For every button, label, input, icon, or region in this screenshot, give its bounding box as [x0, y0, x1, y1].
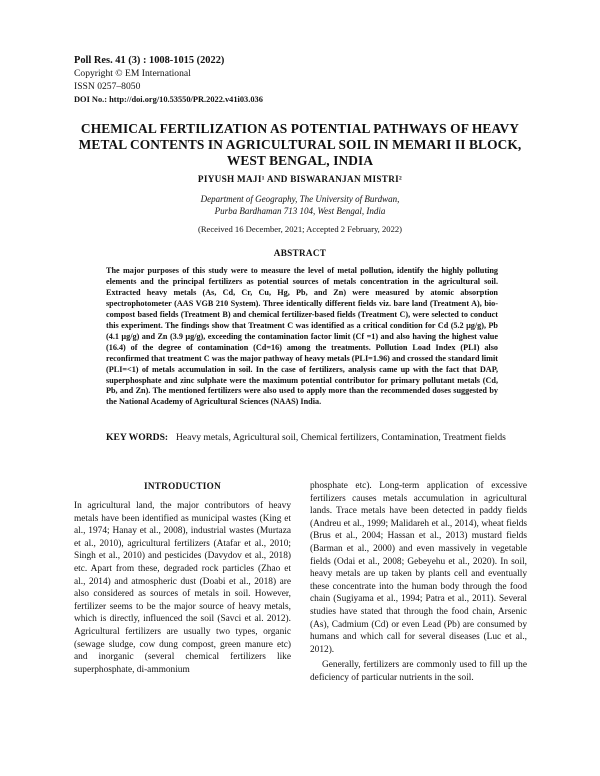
- affiliation-line-2: Purba Bardhaman 713 104, West Bengal, India: [214, 206, 386, 216]
- introduction-heading: INTRODUCTION: [143, 481, 222, 491]
- intro-paragraph-1-cont: phosphate etc). Long-term application of excessive fertilizers causes metals accumulation in agricultural lands. Trace metals have been detected in paddy fields (Andreu et al., 1999; Malidareh et al., 2014), wheat fields (Brus et al., 2004; Hassan et al., 2013) mustard fields (Barman et al., 2000) and even massively in vegetable fields (Odai et al., 2008; Gebeyehu et al., 2020). In soil, heavy metals are up taken by plants cell and eventually these concentrate into the human body through the food chain (Sugiyama et al., 1994; Patra et al., 2011). Several studies have stated that through the food chain, Arsenic (As), Cadmium (Cd) or even Lead (Pb) are consumed by humans and which call for several diseases (Luc et al., 2012).: [310, 481, 527, 655]
- doi-link[interactable]: DOI No.: http://doi.org/10.53550/PR.2022.v41i03.036: [74, 95, 263, 104]
- abstract-heading: ABSTRACT: [273, 248, 327, 258]
- paper-title: CHEMICAL FERTILIZATION AS POTENTIAL PATHWAYS OF HEAVY METAL CONTENTS IN AGRICULTURAL SOIL IN MEMARI II BLOCK, WEST BENGAL, INDIA: [78, 121, 522, 168]
- keywords-label: KEY WORDS:: [106, 432, 169, 443]
- journal-header: [74, 54, 263, 106]
- intro-paragraph-2: Generally, fertilizers are commonly used to fill up the deficiency of particular nutrients in the soil.: [310, 660, 527, 683]
- keywords-text: Heavy metals, Agricultural soil, Chemical fertilizers, Contamination, Treatment fields: [176, 432, 506, 443]
- affiliation-line-1: Department of Geography, The University of Burdwan,: [200, 194, 400, 204]
- affiliation: [60, 193, 540, 217]
- journal-citation: Poll Res. 41 (3) : 1008-1015 (2022): [74, 55, 225, 66]
- received-dates: (Received 16 December, 2021; Accepted 2 February, 2022): [197, 224, 403, 234]
- body-column-left: [74, 500, 291, 676]
- intro-paragraph-1: In agricultural land, the major contributors of heavy metals have been identified as municipal wastes (King et al., 1974; Hanay et al., 2008), industrial wastes (Murtaza et al., 2010), agricultural fertilizers (Atafar et al., 2010; Singh et al., 2010) and pesticides (Davydov et al., 2018) etc. Apart from these, degraded rock particles (Zhao et al., 2014) and atmospheric dust (Doabi et al., 2018) are also considered as sources of metals in soil. However, fertilizer seems to be the major source of heavy metals, which is directly, influenced the soil (Savci et al. 2012). Agricultural fertilizers are usually two types, organic (sewage sludge, cow dung compost, green manure etc) and inorganic (several chemical fertilizers like superphosphate, di-ammonium: [74, 501, 291, 675]
- body-column-right: [310, 480, 527, 685]
- copyright-line: Copyright © EM International: [74, 68, 191, 79]
- issn-line: ISSN 0257–8050: [74, 81, 141, 92]
- abstract-text: The major purposes of this study were to measure the level of metal pollution, identify the highly polluting elements and the principal fertilizers as potential sources of metals concentration in the agricultural soil. Extracted heavy metals (As, Cd, Cr, Cu, Hg, Pb, and Zn) were measured by atomic absorption spectrophotometer (AAS VGB 210 System). Three identically different fields viz. bare land (Treatment A), bio-compost based fields (Treatment B) and chemical fertilizer-based fields (Treatment C), were selected to conduct this experiment. The findings show that Treatment C was identified as a critical condition for Cd (5.2 µg/g), Pb (4.1 µg/g) and Zn (3.9 µg/g), exceeding the contamination factor limit (Cf =1) and also having the highest value (16.4) of the degree of contamination (Cd=16) among the treatments. Pollution Load Index (PLI) also reconfirmed that treatment C was the major pathway of heavy metals (PLI=1.96) and crossed the standard limit (PLI=<1) of metals accumulation in soil. In the case of fertilizers, analysis came up with the fact that DAP, superphosphate and zinc sulphate were the maximum potential contributor for primary pollutant metals (Cd, Pb, and Zn). The mentioned fertilizers were also used to apply more than the recommended doses suggested by the National Academy of Agricultural Sciences (NAAS) India.: [106, 266, 498, 407]
- author-list: PIYUSH MAJI¹ AND BISWARANJAN MISTRI²: [197, 174, 403, 184]
